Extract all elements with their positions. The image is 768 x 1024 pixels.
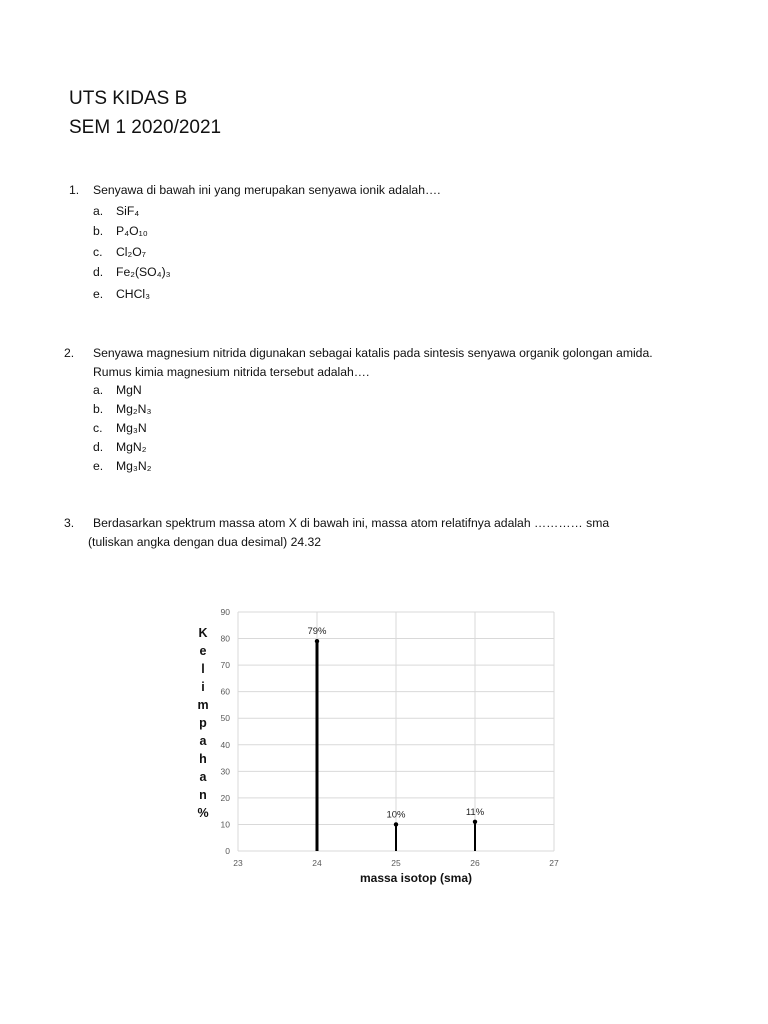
option-letter: d.	[93, 265, 104, 279]
ylabel-char: a	[199, 734, 207, 748]
ylabel-char: m	[197, 698, 209, 712]
question-number: 1.	[69, 183, 80, 197]
y-tick-label: 0	[225, 846, 230, 856]
option-letter: d.	[93, 440, 104, 454]
option-text: Mg₃N₂	[116, 459, 152, 473]
option-letter: a.	[93, 383, 104, 397]
ylabel-char: n	[199, 788, 207, 802]
spectrum-point	[315, 639, 319, 643]
y-tick-label: 90	[220, 607, 230, 617]
option-letter: e.	[93, 287, 104, 301]
option-letter: c.	[93, 421, 103, 435]
ylabel-char: e	[199, 644, 207, 658]
y-tick-label: 40	[220, 739, 230, 750]
y-tick-label: 50	[220, 713, 230, 724]
option-text: Mg₂N₃	[116, 402, 152, 416]
x-tick-label: 25	[391, 858, 401, 868]
question-number: 2.	[64, 346, 75, 360]
ylabel-char: %	[197, 806, 209, 820]
question-text-line-2: Rumus kimia magnesium nitrida tersebut adalah….	[93, 365, 370, 379]
question-text-line-1: Berdasarkan spektrum massa atom X di bawah ini, massa atom relatifnya adalah ………… sma	[93, 516, 610, 530]
x-tick-label: 27	[549, 858, 559, 868]
y-tick-label: 70	[220, 660, 230, 671]
option-text: P₄O₁₀	[116, 224, 148, 238]
y-tick-label: 30	[220, 766, 230, 777]
ylabel-char: a	[199, 770, 207, 784]
y-tick-label: 80	[220, 633, 230, 644]
data-label: 11%	[465, 806, 485, 818]
y-tick-label: 20	[220, 792, 230, 803]
option-text: Mg₃N	[116, 421, 147, 435]
chart-svg	[180, 588, 570, 898]
x-axis-label: massa isotop (sma)	[359, 871, 473, 885]
option-letter: c.	[93, 245, 103, 259]
ylabel-char: K	[198, 626, 208, 640]
x-tick-label: 26	[470, 858, 480, 868]
y-tick-label: 10	[220, 819, 230, 830]
ylabel-char: p	[199, 716, 207, 730]
option-text: CHCl₃	[116, 287, 151, 301]
exam-title: UTS KIDAS B	[69, 88, 188, 109]
mass-spectrum-chart	[180, 588, 570, 898]
data-label: 10%	[386, 809, 406, 821]
option-letter: a.	[93, 204, 104, 218]
data-label: 79%	[307, 626, 327, 638]
option-text: MgN	[116, 383, 142, 397]
option-letter: b.	[93, 224, 104, 238]
ylabel-char: l	[201, 662, 205, 676]
question-number: 3.	[64, 516, 75, 530]
option-letter: b.	[93, 402, 104, 416]
option-text: Fe₂(SO₄)₃	[116, 265, 171, 279]
x-tick-label: 23	[233, 858, 243, 868]
option-text: Cl₂O₇	[116, 245, 146, 259]
y-tick-label: 60	[220, 686, 230, 697]
option-letter: e.	[93, 459, 104, 473]
ylabel-char: h	[199, 752, 207, 766]
question-text: Senyawa di bawah ini yang merupakan senyawa ionik adalah….	[93, 183, 441, 197]
question-text-line-1: Senyawa magnesium nitrida digunakan sebagai katalis pada sintesis senyawa organik golongan amida.	[93, 346, 653, 360]
x-tick-label: 24	[312, 858, 322, 868]
question-text-line-2: (tuliskan angka dengan dua desimal) 24.32	[88, 535, 322, 549]
option-text: SiF₄	[116, 204, 140, 218]
exam-semester: SEM 1 2020/2021	[69, 117, 222, 138]
ylabel-char: i	[201, 680, 205, 694]
spectrum-point	[394, 822, 398, 826]
spectrum-point	[473, 820, 477, 824]
option-text: MgN₂	[116, 440, 147, 454]
